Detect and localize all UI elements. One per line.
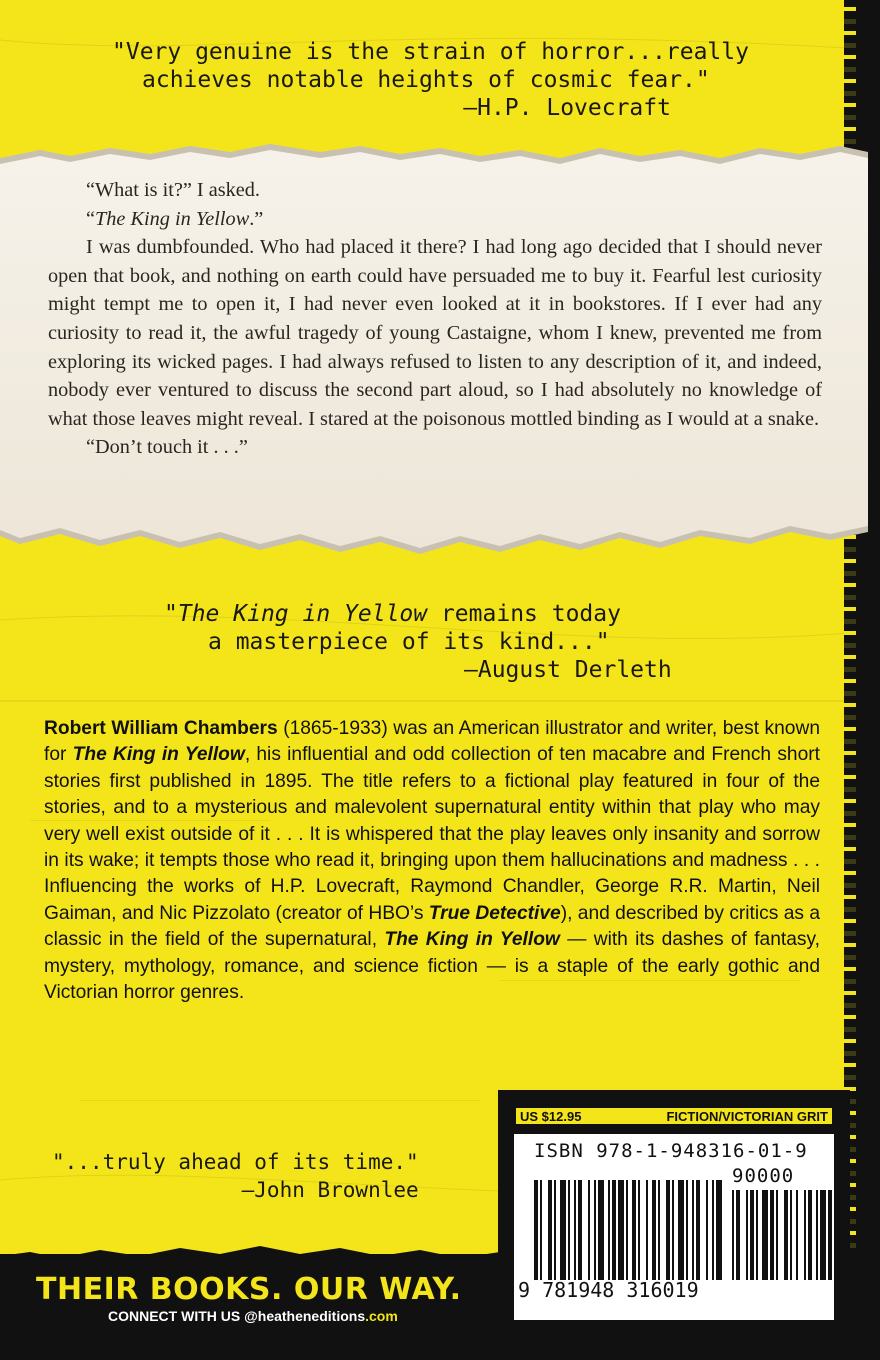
barcode-bar	[632, 1180, 636, 1280]
excerpt-paragraph: “Don’t touch it . . .”	[86, 436, 248, 459]
excerpt-open-quote: “	[86, 207, 96, 230]
author-bio	[44, 716, 820, 1006]
barcode-bar	[594, 1180, 596, 1280]
barcode-bar	[672, 1180, 674, 1280]
barcode-bar	[666, 1180, 670, 1280]
barcode-bar	[560, 1180, 566, 1280]
barcode-bar	[534, 1180, 538, 1280]
barcode-bar	[750, 1190, 754, 1280]
barcode-bar	[816, 1190, 818, 1280]
quote-attribution: —H.P. Lovecraft	[463, 95, 671, 121]
quote-lovecraft	[112, 38, 749, 122]
footer-rough-edge	[0, 1238, 500, 1268]
quote-line: achieves notable heights of cosmic fear."	[142, 67, 710, 93]
barcode-bar	[626, 1180, 628, 1280]
bio-title: The King in Yellow	[72, 744, 245, 766]
price-label: US $12.95	[520, 1108, 582, 1124]
barcode-bar	[746, 1190, 748, 1280]
excerpt-close-quote: .”	[249, 207, 264, 230]
ean-number: 9 781948 316019	[518, 1278, 699, 1302]
excerpt-paragraph	[48, 205, 822, 234]
quote-line: a masterpiece of its kind..."	[208, 629, 610, 655]
barcode-bar	[540, 1180, 542, 1280]
bio-title: True Detective	[428, 902, 561, 924]
price-code-text: 90000	[732, 1165, 795, 1187]
barcode-bar	[588, 1180, 590, 1280]
barcode-bar	[618, 1180, 624, 1280]
connect-label: CONNECT WITH US	[108, 1308, 245, 1324]
bio-text: — with its dashes of fantasy, mystery, mythology, romance, and science fiction — is a staple of the early gothic and Victorian horror genres.	[44, 929, 820, 1004]
barcode-bar	[732, 1190, 734, 1280]
barcode-bar	[770, 1190, 774, 1280]
barcode-bar	[736, 1190, 740, 1280]
quote-open: "	[164, 601, 178, 627]
quote-line	[164, 600, 672, 628]
barcode-bar	[678, 1180, 684, 1280]
barcode-bar	[598, 1180, 604, 1280]
excerpt-paragraph: “What is it?” I asked.	[86, 179, 261, 201]
barcode-bar	[652, 1180, 656, 1280]
quote-title: The King in Yellow	[177, 601, 428, 627]
quote-attribution: —August Derleth	[464, 657, 672, 683]
barcode-bar	[692, 1180, 694, 1280]
barcode-bar	[796, 1190, 798, 1280]
barcode-bar	[646, 1180, 648, 1280]
barcode-bar	[574, 1180, 576, 1280]
social-handle[interactable]: @heatheneditions	[244, 1308, 366, 1324]
bio-text: (1865-1933) was an American illustrator and writer, best known for	[44, 718, 821, 766]
barcode-bar	[820, 1190, 826, 1280]
book-excerpt	[48, 176, 822, 462]
barcode-bar	[762, 1190, 768, 1280]
barcode-bar	[706, 1180, 708, 1280]
barcode-panel	[514, 1134, 834, 1320]
bio-text: , his influential and odd collection of ten macabre and French short stories first published in 1895. The title refers to a fictional play featured in four of the stories, and to a mysterious and malevolent supernatural entity within that play who may very well exist outside of it . . . It is whispered that the play leaves only insanity and sorrow in its wake; it tempts those who read it, bringing upon them hallucinations and madness . . . Influencing the works of H.P. Lovecraft, Raymond Chandler, George R.R. Martin, Neil Gaiman, and Nic Pizzolato (creator of HBO’s	[44, 744, 820, 924]
barcode-bar	[638, 1180, 640, 1280]
barcode-bar	[578, 1180, 582, 1280]
barcode-bar	[790, 1190, 792, 1280]
connect-line	[108, 1308, 398, 1324]
barcode-bar	[808, 1190, 812, 1280]
quote-rest: remains today	[427, 601, 621, 627]
barcode-bar	[696, 1180, 700, 1280]
barcode-bar	[784, 1190, 788, 1280]
quote-line: "...truly ahead of its time."	[52, 1150, 419, 1174]
quote-attribution: —John Brownlee	[241, 1178, 419, 1202]
price-category-strip	[516, 1108, 832, 1124]
barcode-bar	[568, 1180, 570, 1280]
bio-text: ), and described by critics as a classic in the field of the supernatural,	[44, 902, 820, 951]
barcode-block	[498, 1090, 850, 1330]
bio-title: The King in Yellow	[384, 929, 560, 951]
excerpt-title: The King in Yellow	[95, 207, 250, 230]
barcode-bar	[608, 1180, 610, 1280]
social-domain[interactable]: .com	[365, 1308, 398, 1324]
excerpt-paragraph: I was dumbfounded. Who had placed it there? I had long ago decided that I should never open that book, and nothing on earth could have persuaded me to buy it. Fearful lest curiosity might tempt me to open it, I had never even looked at it in bookstores. If I ever had any curiosity to read it, the awful tragedy of young Castaigne, whom I knew, prevented me from exploring its wicked pages. I had always refused to listen to any description of it, and indeed, nobody ever ventured to discuss the second part aloud, so I had absolutely no knowledge of what those leaves might reveal. I stared at the poisonous mottled binding as I would at a snake.	[48, 236, 822, 430]
barcode-bar	[716, 1180, 722, 1280]
quote-line: "Very genuine is the strain of horror...really	[112, 39, 749, 65]
barcode-bar	[804, 1190, 806, 1280]
isbn-text: ISBN 978-1-948316-01-9	[534, 1140, 808, 1162]
barcode-bar	[612, 1180, 616, 1280]
barcode-bars	[534, 1162, 834, 1280]
barcode-bar	[554, 1180, 556, 1280]
barcode-bar	[828, 1190, 832, 1280]
quote-derleth	[164, 600, 672, 684]
barcode-bar	[548, 1180, 552, 1280]
barcode-bar	[686, 1180, 688, 1280]
quote-brownlee	[52, 1148, 419, 1204]
barcode-bar	[658, 1180, 660, 1280]
barcode-bar	[776, 1190, 778, 1280]
author-name: Robert William Chambers	[44, 718, 278, 739]
category-label: FICTION/VICTORIAN GRIT	[666, 1108, 828, 1124]
publisher-tagline: THEIR BOOKS. OUR WAY.	[36, 1272, 462, 1307]
barcode-bar	[756, 1190, 758, 1280]
barcode-bar	[712, 1180, 714, 1280]
